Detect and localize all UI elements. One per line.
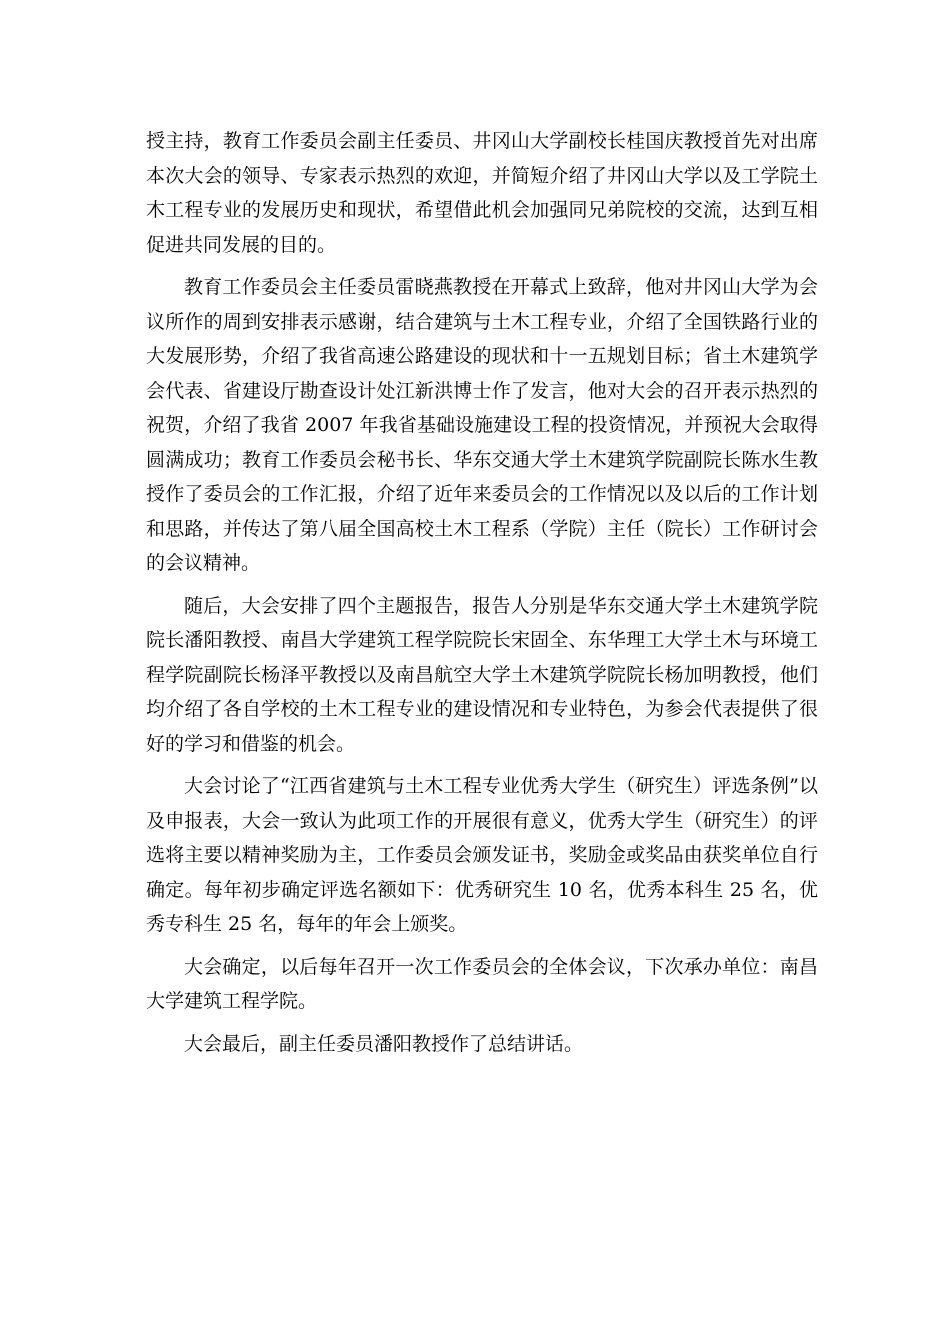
paragraph-closing-remarks: 大会最后，副主任委员潘阳教授作了总结讲话。 [184, 1032, 584, 1055]
paragraph-student-award-discussion: 大会讨论了“江西省建筑与土木工程专业优秀大学生（研究生）评选条例”以及申报表，大会一致认为此项工作的开展很有意义，优秀大学生（研究生）的评选将主要以精神奖励为主，工作委员会颁发证书，奖励金或奖品由获奖单位自行确定。每年初步确定评选名额如下：优秀研究生 10 名，优秀本科生 25 名，优秀专科生 25 名，每年的年会上颁奖。 [146, 775, 818, 935]
paragraph-keynote-reports: 随后，大会安排了四个主题报告，报告人分别是华东交通大学土木建筑学院院长潘阳教授、南昌大学建筑工程学院院长宋固全、东华理工大学土木与环境工程学院副院长杨泽平教授以及南昌航空大学土木建筑学院院长杨加明教授，他们均介绍了各自学校的土木工程专业的建设情况和专业特色，为参会代表提供了很好的学习和借鉴的机会。 [146, 594, 818, 755]
document-body [146, 124, 818, 1069]
paragraph-next-meeting: 大会确定，以后每年召开一次工作委员会的全体会议，下次承办单位：南昌大学建筑工程学院。 [146, 955, 818, 1012]
paragraph-opening-speech: 教育工作委员会主任委员雷晓燕教授在开幕式上致辞，他对井冈山大学为会议所作的周到安排表示感谢，结合建筑与土木工程专业，介绍了全国铁路行业的大发展形势，介绍了我省高速公路建设的现状和十一五规划目标；省土木建筑学会代表、省建设厅勘查设计处江新洪博士作了发言，他对大会的召开表示热烈的祝贺，介绍了我省 2007 年我省基础设施建设工程的投资情况，并预祝大会取得圆满成功；教育工作委员会秘书长、华东交通大学土木建筑学院副院长陈水生教授作了委员会的工作汇报，介绍了近年来委员会的工作情况以及以后的工作计划和思路，并传达了第八届全国高校土木工程系（学院）主任（院长）工作研讨会的会议精神。 [146, 276, 818, 574]
paragraph-continuation: 授主持，教育工作委员会副主任委员、井冈山大学副校长桂国庆教授首先对出席本次大会的领导、专家表示热烈的欢迎，并简短介绍了井冈山大学以及工学院土木工程专业的发展历史和现状，希望借此机会加强同兄弟院校的交流，达到互相促进共同发展的目的。 [146, 130, 818, 256]
